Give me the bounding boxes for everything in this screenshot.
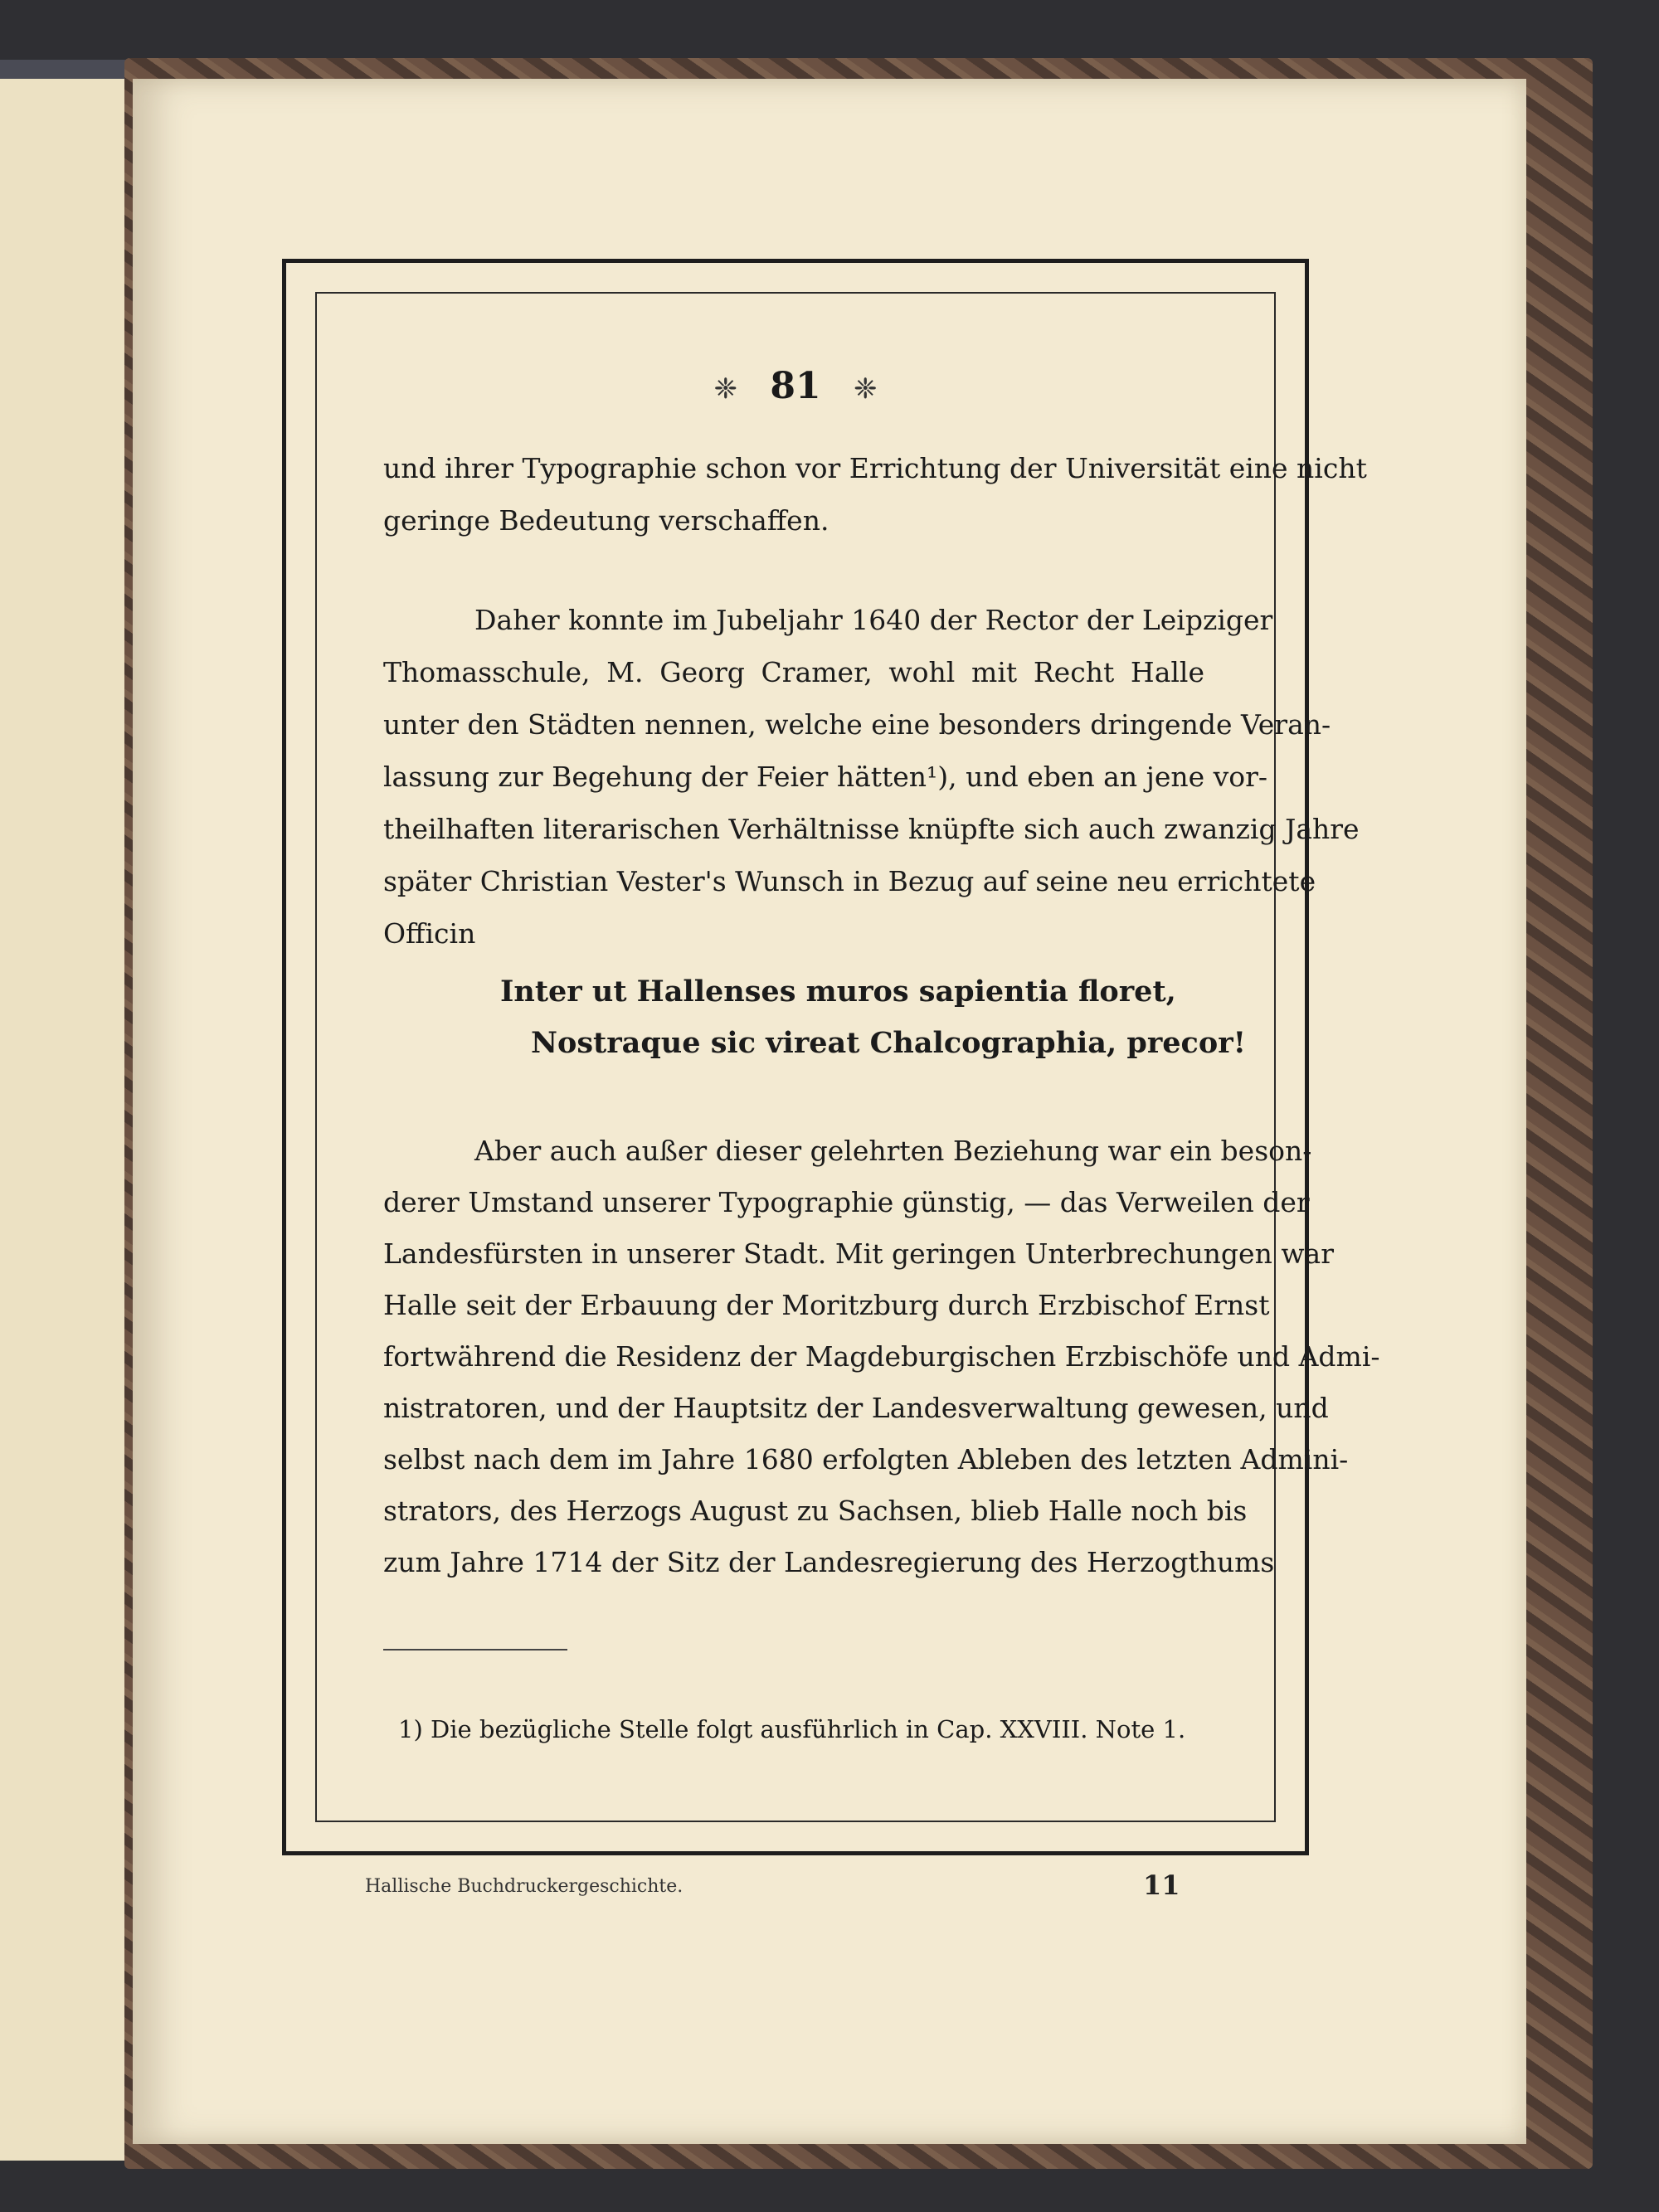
text-line: Daher konnte im Jubeljahr 1640 der Rector der Leipziger <box>474 604 1273 636</box>
text-line: und ihrer Typographie schon vor Errichtung der Universität eine nicht <box>383 452 1367 484</box>
page-header <box>315 365 1276 407</box>
footnote: 1) Die bezügliche Stelle folgt ausführlich in Cap. XXVIII. Note 1. <box>398 1715 1186 1743</box>
text-line: später Christian Vester's Wunsch in Bezug auf seine neu errichtete <box>383 865 1316 897</box>
text-line: Thomasschule, M. Georg Cramer, wohl mit Recht Halle <box>383 656 1204 688</box>
verse-line-2: Nostraque sic vireat Chalcographia, precor! <box>531 1026 1246 1060</box>
text-line: lassung zur Begehung der Feier hätten¹), und eben an jene vor- <box>383 761 1268 793</box>
text-line: Halle seit der Erbauung der Moritzburg durch Erzbischof Ernst <box>383 1289 1270 1321</box>
text-line: fortwährend die Residenz der Magdeburgischen Erzbischöfe und Admi- <box>383 1340 1380 1373</box>
text-line: theilhaften literarischen Verhältnisse knüpfte sich auch zwanzig Jahre <box>383 813 1360 845</box>
sheet-number: 11 <box>1143 1869 1180 1901</box>
text-line: Aber auch außer dieser gelehrten Beziehung war ein beson- <box>474 1135 1312 1167</box>
text-line: zum Jahre 1714 der Sitz der Landesregierung des Herzogthums <box>383 1546 1275 1578</box>
signature-line: Hallische Buchdruckergeschichte. <box>365 1876 684 1897</box>
text-line: selbst nach dem im Jahre 1680 erfolgten Ableben des letzten Admini- <box>383 1443 1349 1475</box>
ornament-right-icon: ❈ <box>853 372 878 406</box>
text-line: Landesfürsten in unserer Stadt. Mit geringen Unterbrechungen war <box>383 1237 1335 1270</box>
footnote-divider <box>383 1649 567 1650</box>
text-line: unter den Städten nennen, welche eine besonders dringende Veran- <box>383 708 1331 741</box>
text-line: Officin <box>383 917 476 950</box>
text-line: derer Umstand unserer Typographie günstig, — das Verweilen der <box>383 1186 1310 1218</box>
text-line: geringe Bedeutung verschaffen. <box>383 504 830 537</box>
left-page <box>0 79 129 2161</box>
text-line: nistratoren, und der Hauptsitz der Landesverwaltung gewesen, und <box>383 1392 1329 1424</box>
page-number: 81 <box>770 365 821 407</box>
ornament-left-icon: ❈ <box>713 372 738 406</box>
verse-line-1: Inter ut Hallenses muros sapientia floret, <box>500 975 1176 1009</box>
text-line: strators, des Herzogs August zu Sachsen, blieb Halle noch bis <box>383 1495 1248 1527</box>
